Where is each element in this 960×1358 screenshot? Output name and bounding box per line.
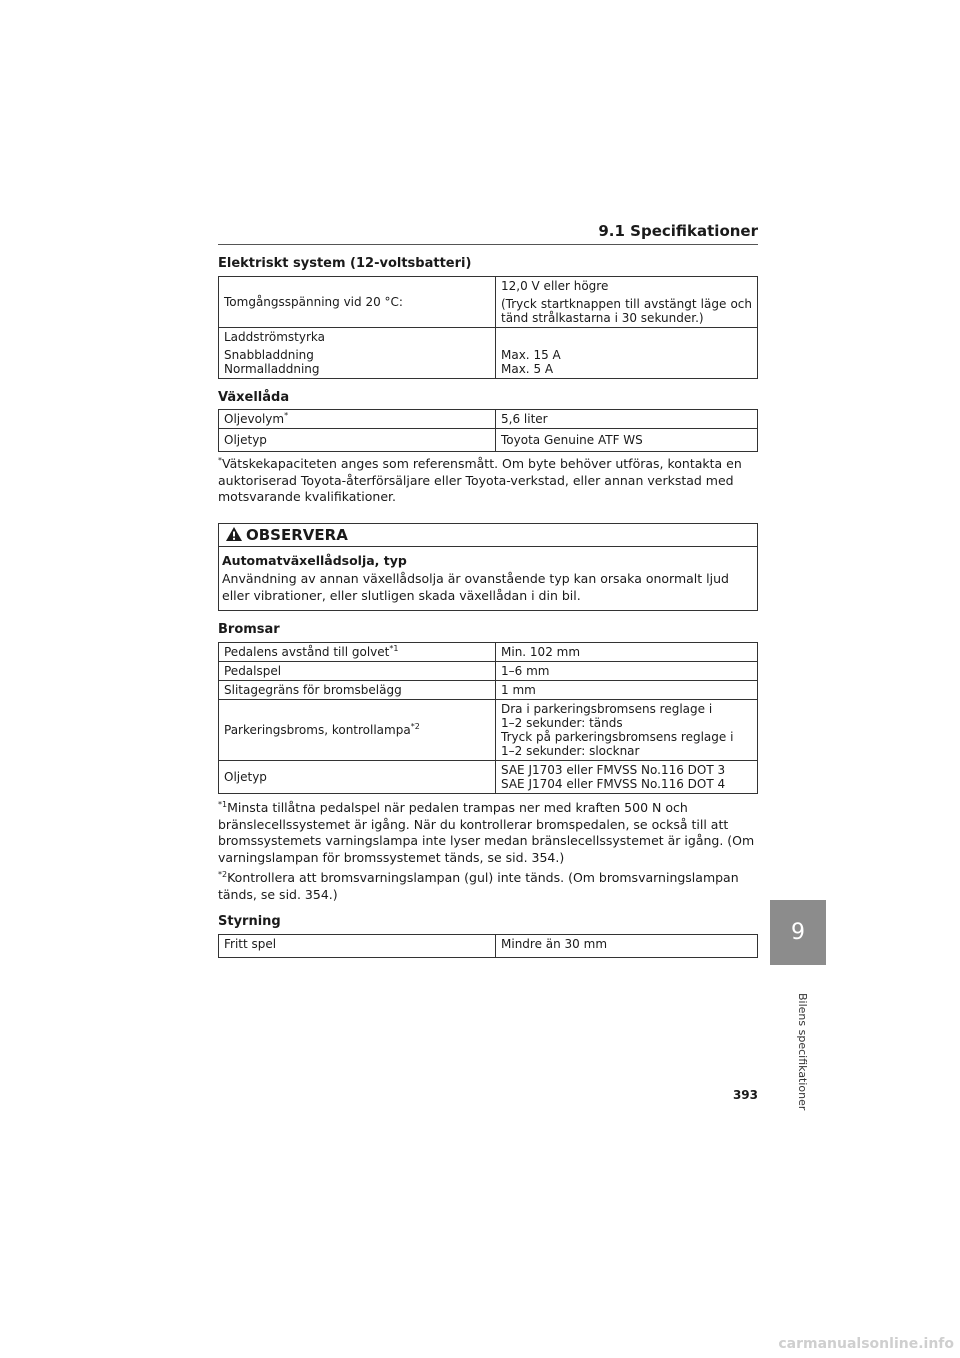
cell-line: SAE J1704 eller FMVSS No.116 DOT 4 — [501, 777, 726, 791]
footnote-mark: * — [218, 455, 222, 465]
electrical-table — [218, 276, 758, 379]
brakes-title: Bromsar — [218, 622, 280, 637]
cell-line: Max. 15 A — [501, 348, 561, 362]
cell-line: Max. 5 A — [501, 362, 554, 376]
table-cell — [219, 643, 496, 662]
table-cell — [219, 700, 496, 761]
caution-body: Användning av annan växellådsolja är ovanstående typ kan orsaka onormalt ljud eller vibrationer, eller slutligen skada växellådan i din bil. — [222, 571, 729, 603]
table-cell — [496, 277, 758, 328]
table-row — [219, 761, 758, 794]
table-row — [219, 328, 758, 379]
table-cell — [496, 761, 758, 794]
cell-line: (Tryck startknappen till avstängt läge och tänd strålkastarna i 30 sekunder.) — [501, 297, 752, 325]
caution-title: OBSERVERA — [246, 526, 348, 544]
footer-watermark: carmanualsonline.info — [778, 1336, 954, 1352]
table-cell: Fritt spel — [219, 935, 496, 958]
footnote-mark: *1 — [389, 644, 399, 653]
cell-label: Oljevolym — [224, 412, 285, 426]
footnote-mark: *2 — [218, 869, 228, 879]
page-number: 393 — [732, 1088, 758, 1102]
note-text: Kontrollera att bromsvarningslampan (gul) inte tänds. (Om bromsvarningslampan tänds, se sid. 354.) — [218, 870, 739, 902]
cell-line: SAE J1703 eller FMVSS No.116 DOT 3 — [501, 763, 726, 777]
cell-line: Tryck på parkeringsbromsens reglage i — [501, 730, 734, 744]
table-cell: Min. 102 mm — [496, 643, 758, 662]
brakes-note-2 — [218, 870, 758, 903]
caution-subtitle: Automatväxellådsolja, typ — [222, 553, 407, 568]
footnote-mark: *2 — [410, 722, 420, 731]
cell-line: Normalladdning — [224, 362, 320, 376]
steering-title: Styrning — [218, 914, 281, 929]
electrical-title: Elektriskt system (12-voltsbatteri) — [218, 256, 472, 271]
table-cell: Slitagegräns för bromsbelägg — [219, 681, 496, 700]
table-cell: 1 mm — [496, 681, 758, 700]
table-cell — [219, 410, 496, 429]
table-cell: Oljetyp — [219, 429, 496, 452]
table-cell — [219, 328, 496, 379]
table-row — [219, 429, 758, 452]
cell-line: Snabbladdning — [224, 348, 314, 362]
table-cell — [496, 700, 758, 761]
cell-line: 1–2 sekunder: slocknar — [501, 744, 640, 758]
table-row — [219, 935, 758, 958]
table-row — [219, 277, 758, 328]
table-row — [219, 410, 758, 429]
chapter-label: Bilens specifikationer — [796, 993, 809, 1111]
cell-line: 12,0 V eller högre — [501, 279, 609, 293]
note-text: Minsta tillåtna pedalspel när pedalen trampas ner med kraften 500 N och bränslecellssystemet är igång. När du kontrollerar bromspedalen, se också till att bromssystemets varningslampa inte lyser medan bränslecellssystemet är igång. (Om varningslampan för bromssystemet tänds, se sid. 354.) — [218, 800, 755, 865]
table-cell: Toyota Genuine ATF WS — [496, 429, 758, 452]
section-header: 9.1 Specifikationer — [218, 222, 758, 245]
steering-table — [218, 934, 758, 958]
table-cell: Tomgångsspänning vid 20 °C: — [219, 277, 496, 328]
warning-icon — [225, 526, 243, 542]
cell-line: Dra i parkeringsbromsens reglage i — [501, 702, 713, 716]
cell-label: Parkeringsbroms, kontrollampa — [224, 723, 411, 737]
caution-box — [218, 523, 758, 611]
caution-header — [219, 524, 757, 547]
gearbox-table — [218, 409, 758, 452]
table-cell: 1–6 mm — [496, 662, 758, 681]
table-row — [219, 700, 758, 761]
gearbox-note — [218, 456, 758, 506]
table-row — [219, 681, 758, 700]
brakes-table — [218, 642, 758, 794]
cell-line: Laddströmstyrka — [224, 330, 326, 344]
table-cell: Mindre än 30 mm — [496, 935, 758, 958]
table-row — [219, 643, 758, 662]
brakes-note-1 — [218, 800, 758, 866]
cell-line: 1–2 sekunder: tänds — [501, 716, 623, 730]
footnote-mark: * — [284, 411, 289, 420]
table-cell: Oljetyp — [219, 761, 496, 794]
cell-label: Pedalens avstånd till golvet — [224, 645, 390, 659]
gearbox-title: Växellåda — [218, 390, 290, 405]
table-row — [219, 662, 758, 681]
chapter-tab: 9 — [770, 900, 826, 965]
note-text: Vätskekapaciteten anges som referensmått. Om byte behöver utföras, kontakta en auktoriserad Toyota-återförsäljare eller Toyota-verkstad, eller annan verkstad med motsvarande kvalifikationer. — [218, 456, 742, 504]
table-cell: Pedalspel — [219, 662, 496, 681]
footnote-mark: *1 — [218, 799, 228, 809]
table-cell: 5,6 liter — [496, 410, 758, 429]
table-cell — [496, 328, 758, 379]
